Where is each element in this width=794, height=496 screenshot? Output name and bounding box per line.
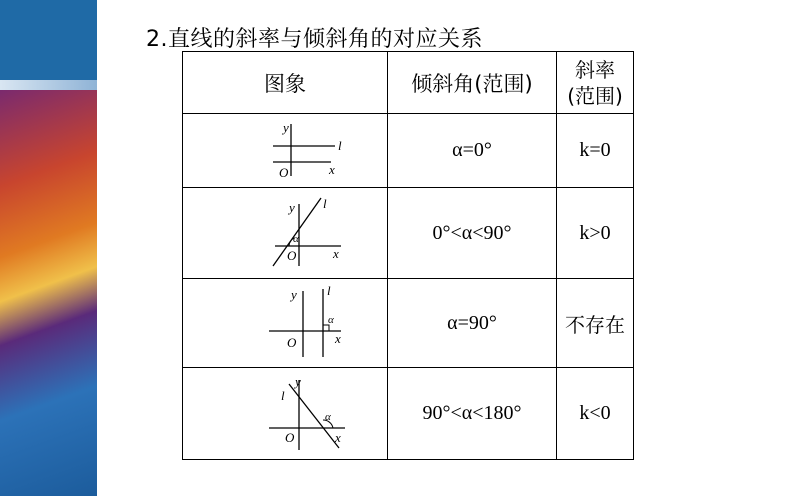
angle-cell: α=90° — [388, 279, 557, 368]
slope-cell: k>0 — [557, 188, 634, 279]
svg-text:l: l — [281, 388, 285, 403]
graph-horizontal-line — [183, 114, 387, 183]
svg-text:α: α — [328, 314, 334, 326]
graph-cell — [183, 368, 388, 460]
svg-text:x: x — [335, 331, 341, 346]
svg-text:O: O — [287, 248, 297, 263]
svg-text:y: y — [291, 287, 297, 302]
header-graph: 图象 — [183, 52, 388, 114]
section-title: 2.直线的斜率与倾斜角的对应关系 — [146, 27, 483, 52]
strip-band — [0, 80, 97, 90]
table-row — [183, 279, 634, 368]
svg-text:α: α — [325, 411, 331, 423]
graph-cell — [183, 114, 388, 188]
graph-vertical-line — [183, 279, 387, 363]
header-angle: 倾斜角(范围) — [388, 52, 557, 114]
svg-text:O: O — [279, 165, 289, 180]
angle-cell: α=0° — [388, 114, 557, 188]
decorative-math-image — [0, 90, 97, 496]
strip-top-block — [0, 0, 97, 82]
table-row — [183, 188, 634, 279]
svg-text:x: x — [329, 162, 335, 177]
svg-text:x: x — [333, 246, 339, 261]
table-header-row — [183, 52, 634, 114]
angle-cell: 90°<α<180° — [388, 368, 557, 460]
graph-positive-slope — [183, 188, 387, 274]
graph-cell — [183, 188, 388, 279]
svg-text:l: l — [323, 196, 327, 211]
svg-text:α: α — [293, 233, 299, 245]
angle-cell: 0°<α<90° — [388, 188, 557, 279]
graph-negative-slope — [183, 368, 387, 455]
table-row — [183, 368, 634, 460]
table-row — [183, 114, 634, 188]
svg-text:l: l — [327, 283, 331, 298]
slope-cell: 不存在 — [557, 279, 634, 368]
graph-cell — [183, 279, 388, 368]
svg-text:O: O — [285, 430, 295, 445]
header-slope: 斜率 (范围) — [557, 52, 634, 114]
slope-angle-table — [182, 51, 634, 460]
svg-text:l: l — [338, 138, 342, 153]
decorative-side-strip — [0, 0, 97, 496]
svg-text:y: y — [295, 374, 301, 389]
slope-cell: k=0 — [557, 114, 634, 188]
slope-cell: k<0 — [557, 368, 634, 460]
svg-text:y: y — [289, 200, 295, 215]
svg-text:y: y — [283, 120, 289, 135]
svg-text:O: O — [287, 335, 297, 350]
svg-text:x: x — [335, 430, 341, 445]
